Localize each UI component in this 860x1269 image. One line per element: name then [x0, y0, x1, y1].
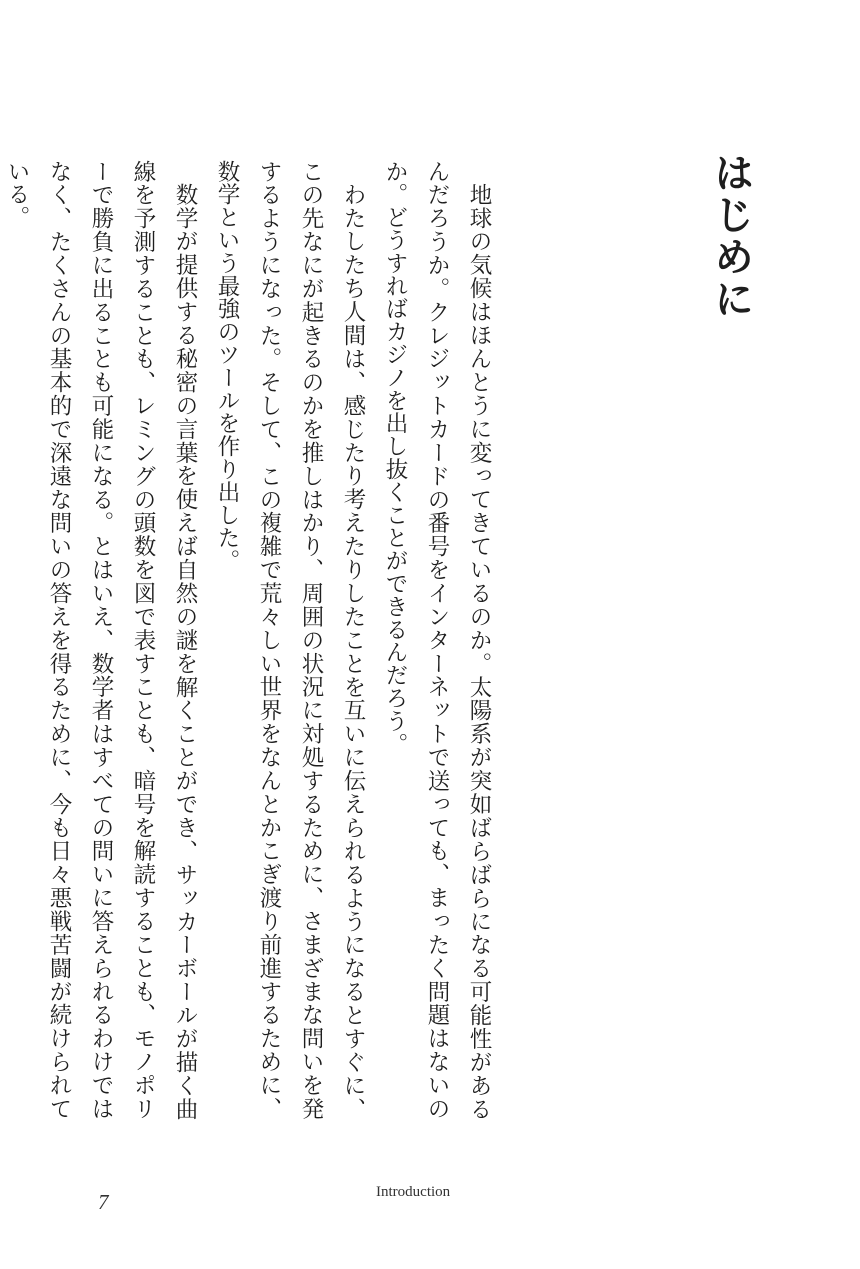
- chapter-title: はじめに: [707, 152, 755, 320]
- paragraph-3: 数学が提供する秘密の言葉を使えば自然の謎を解くことができ、サッカーボールが描く曲線を予測することも、レミングの頭数を図で表すことも、暗号を解読することも、モノポリーで勝負に出ることも可能になる。とはいえ、数学者はすべての問いに答えられるわけではなく、たくさんの基本的で深遠な問いの答えを得るために、今も日々悪戦苦闘が続けられている。: [4, 160, 198, 1120]
- page-number: 7: [98, 1190, 109, 1214]
- body-text: [4, 160, 500, 1120]
- running-head: Introduction: [376, 1184, 451, 1200]
- paragraph-2: わたしたち人間は、感じたり考えたりしたことを互いに伝えられるようになるとすぐに、この先なにが起きるのかを推しはかり、周囲の状況に対処するために、さまざまな問いを発するようになった。そして、この複雑で荒々しい世界をなんとかこぎ渡り前進するために、数学という最強のツールを作り出した。: [214, 160, 366, 1120]
- paragraph-1: 地球の気候はほんとうに変ってきているのか。太陽系が突如ばらばらになる可能性があるんだろうか。クレジットカードの番号をインターネットで送っても、まったく問題はないのか。どうすればカジノを出し抜くことができるんだろう。: [382, 160, 492, 1120]
